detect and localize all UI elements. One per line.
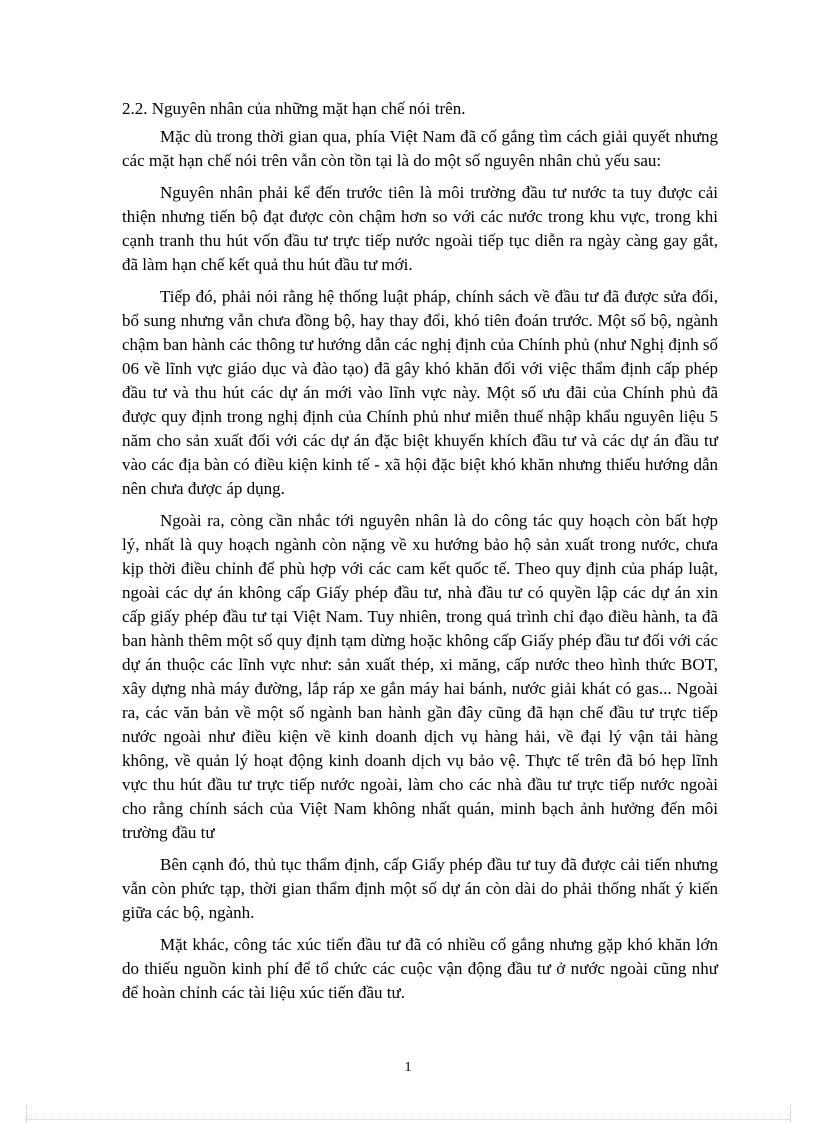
section-heading: 2.2. Nguyên nhân của những mặt hạn chế nói trên. bbox=[122, 99, 466, 118]
paragraph-investment-environment: Nguyên nhân phải kể đến trước tiên là môi trường đầu tư nước ta tuy được cải thiện nhưng tiến bộ đạt được còn chậm hơn so với các nước trong khu vực, trong khi cạnh tranh thu hút vốn đầu tư trực tiếp nước ngoài tiếp tục diễn ra ngày càng gay gắt, đã làm hạn chế kết quả thu hút đầu tư mới. bbox=[122, 183, 718, 274]
paragraph-intro: Mặc dù trong thời gian qua, phía Việt Nam đã cố gắng tìm cách giải quyết nhưng các mặt hạn chế nói trên vẫn còn tồn tại là do một số nguyên nhân chủ yếu sau: bbox=[122, 127, 718, 170]
paragraph-legal-system: Tiếp đó, phải nói rằng hệ thống luật pháp, chính sách về đầu tư đã được sửa đổi, bổ sung nhưng vẫn chưa đồng bộ, hay thay đổi, khó tiên đoán trước. Một số bộ, ngành chậm ban hành các thông tư hướng dẫn các nghị định của Chính phủ (như Nghị định số 06 về lĩnh vực giáo dục và đào tạo) đã gây khó khăn đối với việc thẩm định cấp phép đầu tư và thu hút các dự án mới vào lĩnh vực này. Một số ưu đãi của Chính phủ đã được quy định trong nghị định của Chính phủ như miễn thuế nhập khẩu nguyên liệu 5 năm cho sản xuất đối với các dự án đặc biệt khuyến khích đầu tư và các dự án đầu tư vào các địa bàn có điều kiện kinh tế - xã hội đặc biệt khó khăn nhưng thiếu hướng dẫn nên chưa được áp dụng. bbox=[122, 287, 718, 498]
page-number: 1 bbox=[404, 1060, 412, 1075]
paragraph-investment-promotion: Mặt khác, công tác xúc tiến đầu tư đã có nhiều cố gắng nhưng gặp khó khăn lớn do thiếu nguồn kinh phí để tổ chức các cuộc vận động đầu tư ở nước ngoài cũng như để hoàn chỉnh các tài liệu xúc tiến đầu tư. bbox=[122, 935, 718, 1002]
document-body bbox=[122, 97, 718, 1013]
page-corner-mark-left bbox=[26, 1104, 27, 1123]
page-bottom-border bbox=[26, 1119, 790, 1120]
paragraph-licensing-procedure: Bên cạnh đó, thủ tục thẩm định, cấp Giấy phép đầu tư tuy đã được cải tiến nhưng vẫn còn phức tạp, thời gian thẩm định một số dự án còn dài do phải thống nhất ý kiến giữa các bộ, ngành. bbox=[122, 855, 718, 922]
page-corner-mark-right bbox=[790, 1104, 791, 1123]
paragraph-planning: Ngoài ra, còng cần nhắc tới nguyên nhân là do công tác quy hoạch còn bất hợp lý, nhất là quy hoạch ngành còn nặng về xu hướng bảo hộ sản xuất trong nước, chưa kịp thời điều chỉnh để phù hợp với các cam kết quốc tế. Theo quy định của pháp luật, ngoài các dự án không cấp Giấy phép đầu tư, nhà đầu tư có quyền lập các dự án xin cấp giấy phép đầu tư tại Việt Nam. Tuy nhiên, trong quá trình chỉ đạo điều hành, ta đã ban hành thêm một số quy định tạm dừng hoặc không cấp Giấy phép đầu tư đối với các dự án thuộc các lĩnh vực như: sản xuất thép, xi măng, cấp nước theo hình thức BOT, xây dựng nhà máy đường, lắp ráp xe gắn máy hai bánh, nước giải khát có gas... Ngoài ra, các văn bản về một số ngành ban hành gần đây cũng đã hạn chế đầu tư trực tiếp nước ngoài như điều kiện về kinh doanh dịch vụ hàng hải, về đại lý vận tải hàng không, về quản lý hoạt động kinh doanh dịch vụ bảo vệ. Thực tế trên đã bó hẹp lĩnh vực thu hút đầu tư trực tiếp nước ngoài, làm cho các nhà đầu tư trực tiếp nước ngoài cho rằng chính sách của Việt Nam không nhất quán, minh bạch ảnh hưởng đến môi trường đầu tư bbox=[122, 511, 718, 842]
